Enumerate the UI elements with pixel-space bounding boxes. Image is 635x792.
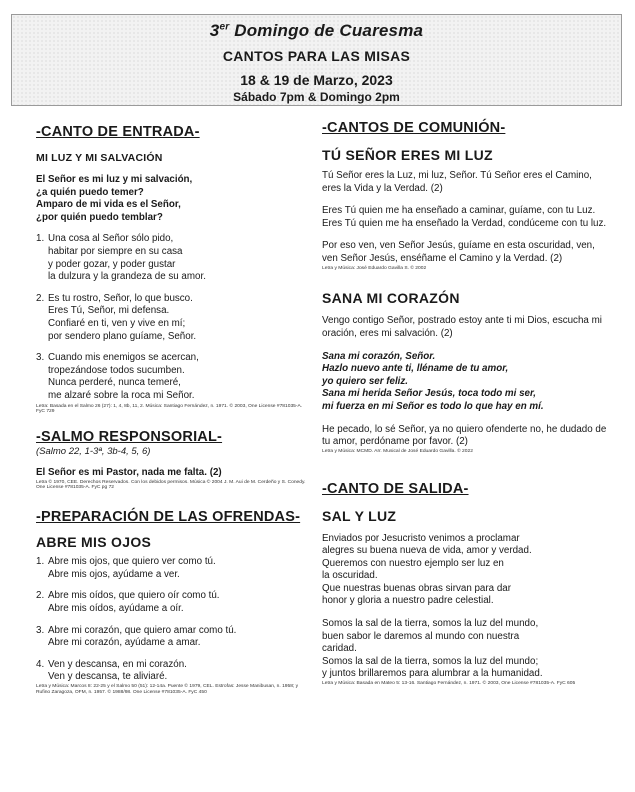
verse-text: Ven y descansa, en mi corazón. Ven y descansa, te aliviaré. xyxy=(48,658,187,683)
ofrendas-verse xyxy=(36,625,308,650)
ofrendas-verse xyxy=(36,590,308,615)
verse-number: 3. xyxy=(36,624,45,636)
salmo-heading: -SALMO RESPONSORIAL- xyxy=(36,429,223,446)
ofrendas-song-title: ABRE MIS OJOS xyxy=(36,534,152,551)
verse-text: Es tu rostro, Señor, lo que busco. Eres Tú, Señor, mi defensa. Confiaré en ti, ven y vive en mí; por sendero plano guíame, Señor. xyxy=(48,292,197,342)
mass-times: Sábado 7pm & Domingo 2pm xyxy=(233,90,400,104)
comunion-song1-title: TÚ SEÑOR ERES MI LUZ xyxy=(322,147,493,163)
comunion-song2-title: SANA MI CORAZÓN xyxy=(322,290,460,307)
comunion-song2-refrain: Sana mi corazón, Señor. Hazlo nuevo ante ti, lléname de tu amor, yo quiero ser feliz. Sana mi herida Señor Jesús, toca todo mi ser, mi fuerza en mi Señor es todo lo que hay en mí. xyxy=(322,350,544,412)
verse-number: 1. xyxy=(36,233,45,245)
verse-text: Una cosa al Señor sólo pido, habitar por siempre en su casa y poder gozar, y poder gustar la dulzura y la grandeza de su amor. xyxy=(48,233,206,283)
ofrendas-credit: Letra y Música: Marcos 8: 22-25 y el Salmo 50 (51): 12-14a. Puente © 1979, CEL. Estrofas: Jesse Manibusan, n. 1958; y Rufino Zaragoza, OFM, n. 1957. © 1988/98. One License #781035-A. FyC 450 xyxy=(36,684,299,695)
salmo-credit: Letra © 1970, CEE. Derechos Reservados. Con los debidos permisos. Música © 2004 J. M. Aui de M. Cerdeño y S. Conedy. One License #781035-A. FyC pg 72 xyxy=(36,479,306,491)
header-banner xyxy=(11,14,622,106)
verse-text: Cuando mis enemigos se acercan, tropezándose todos sucumben. Nunca perderé, nunca temeré, me alzaré sobre la roca mi Señor. xyxy=(48,352,199,401)
ofrendas-heading: -PREPARACIÓN DE LAS OFRENDAS- xyxy=(36,509,301,526)
page-title: 3er Domingo de Cuaresma xyxy=(209,21,424,40)
verse-number: 2. xyxy=(36,590,45,602)
comunion-song1-verse: Por eso ven, ven Señor Jesús, guíame en esta oscuridad, ven, ven Señor Jesús, enséñame el Camino y la Verdad. (2) xyxy=(322,240,595,264)
salida-song-title: SAL Y LUZ xyxy=(322,507,397,524)
left-column xyxy=(36,118,308,696)
verse-number: 2. xyxy=(36,292,45,304)
page-subtitle: CANTOS PARA LAS MISAS xyxy=(222,48,411,64)
entrada-credit: Letra: Basada en el Salmo 26 (27): 1, 4, 8b, 11, 2. Música: Santiago Fernández, n. 1971. © 2003, One License #781035-A. FyC 729 xyxy=(36,403,303,415)
salida-heading: -CANTO DE SALIDA- xyxy=(322,480,469,497)
salida-verse: Enviados por Jesucristo venimos a proclamar alegres su buena nueva de vida, amor y verdad. Queremos con nuestro ejemplo ser luz en la oscuridad. Que nuestras buenas obras sirvan para dar honor y gloria a nuestro padre celestial. xyxy=(322,532,532,607)
entrada-verse xyxy=(36,352,308,402)
salida-chorus: Somos la sal de la tierra, somos la luz del mundo, buen sabor le daremos al mundo con nuestra caridad. Somos la sal de la tierra, somos la luz del mundo; y juntos brillaremos para alumbrar a la humanidad. xyxy=(322,618,543,680)
entrada-song-title: MI LUZ Y MI SALVACIÓN xyxy=(36,152,163,164)
comunion-song2-verse: Vengo contigo Señor, postrado estoy ante ti mi Dios, escucha mi oración, eres mi salvación. (2) xyxy=(322,315,602,339)
ofrendas-verse xyxy=(36,659,308,684)
entrada-verse xyxy=(36,233,308,283)
comunion-song1-verse: Eres Tú quien me ha enseñado a caminar, guíame, con tu Luz. Eres Tú quien me ha enseñado la Verdad, condúceme con tu luz. xyxy=(322,205,607,229)
salida-credit: Letra y Música: Basada en Mateo 5: 13-16. Santiago Fernández, n. 1971. © 2003, One License #781035-A. FyC 605 xyxy=(322,681,576,687)
entrada-verse xyxy=(36,293,308,343)
comunion-song2-credit: Letra y Música: MCMD. Arr. Musical de José Eduardo Gavilla. © 2022 xyxy=(322,448,473,454)
entrada-heading: -CANTO DE ENTRADA- xyxy=(36,124,200,140)
comunion-song1-verse: Tú Señor eres la Luz, mi luz, Señor. Tú Señor eres el Camino, eres la Vida y la Verdad. (2) xyxy=(322,170,592,194)
verse-text: Abre mis ojos, que quiero ver como tú. Abre mis ojos, ayúdame a ver. xyxy=(48,556,216,580)
verse-text: Abre mis oídos, que quiero oír como tú. Abre mis oídos, ayúdame a oír. xyxy=(48,590,220,615)
comunion-song1-credit: Letra y Música: José Eduardo Gavilla S. © 2002 xyxy=(322,265,427,271)
entrada-refrain: El Señor es mi luz y mi salvación, ¿a quién puedo temer? Amparo de mi vida es el Señor, ¿por quién puedo temblar? xyxy=(36,174,193,223)
salmo-reference: (Salmo 22, 1-3ª, 3b-4, 5, 6) xyxy=(36,446,151,458)
verse-number: 3. xyxy=(36,352,45,364)
verse-number: 4. xyxy=(36,658,45,670)
right-column xyxy=(322,118,607,687)
mass-date: 18 & 19 de Marzo, 2023 xyxy=(240,72,393,88)
comunion-song2-verse: He pecado, lo sé Señor, ya no quiero ofenderte no, he dudado de tu amor, perdóname por favor. (2) xyxy=(322,423,607,448)
salmo-response: El Señor es mi Pastor, nada me falta. (2) xyxy=(36,467,222,479)
verse-text: Abre mi corazón, que quiero amar como tú. Abre mi corazón, ayúdame a amar. xyxy=(48,624,237,649)
verse-number: 1. xyxy=(36,556,45,568)
comunion-heading: -CANTOS DE COMUNIÓN- xyxy=(322,120,506,136)
ofrendas-verse xyxy=(36,556,308,581)
